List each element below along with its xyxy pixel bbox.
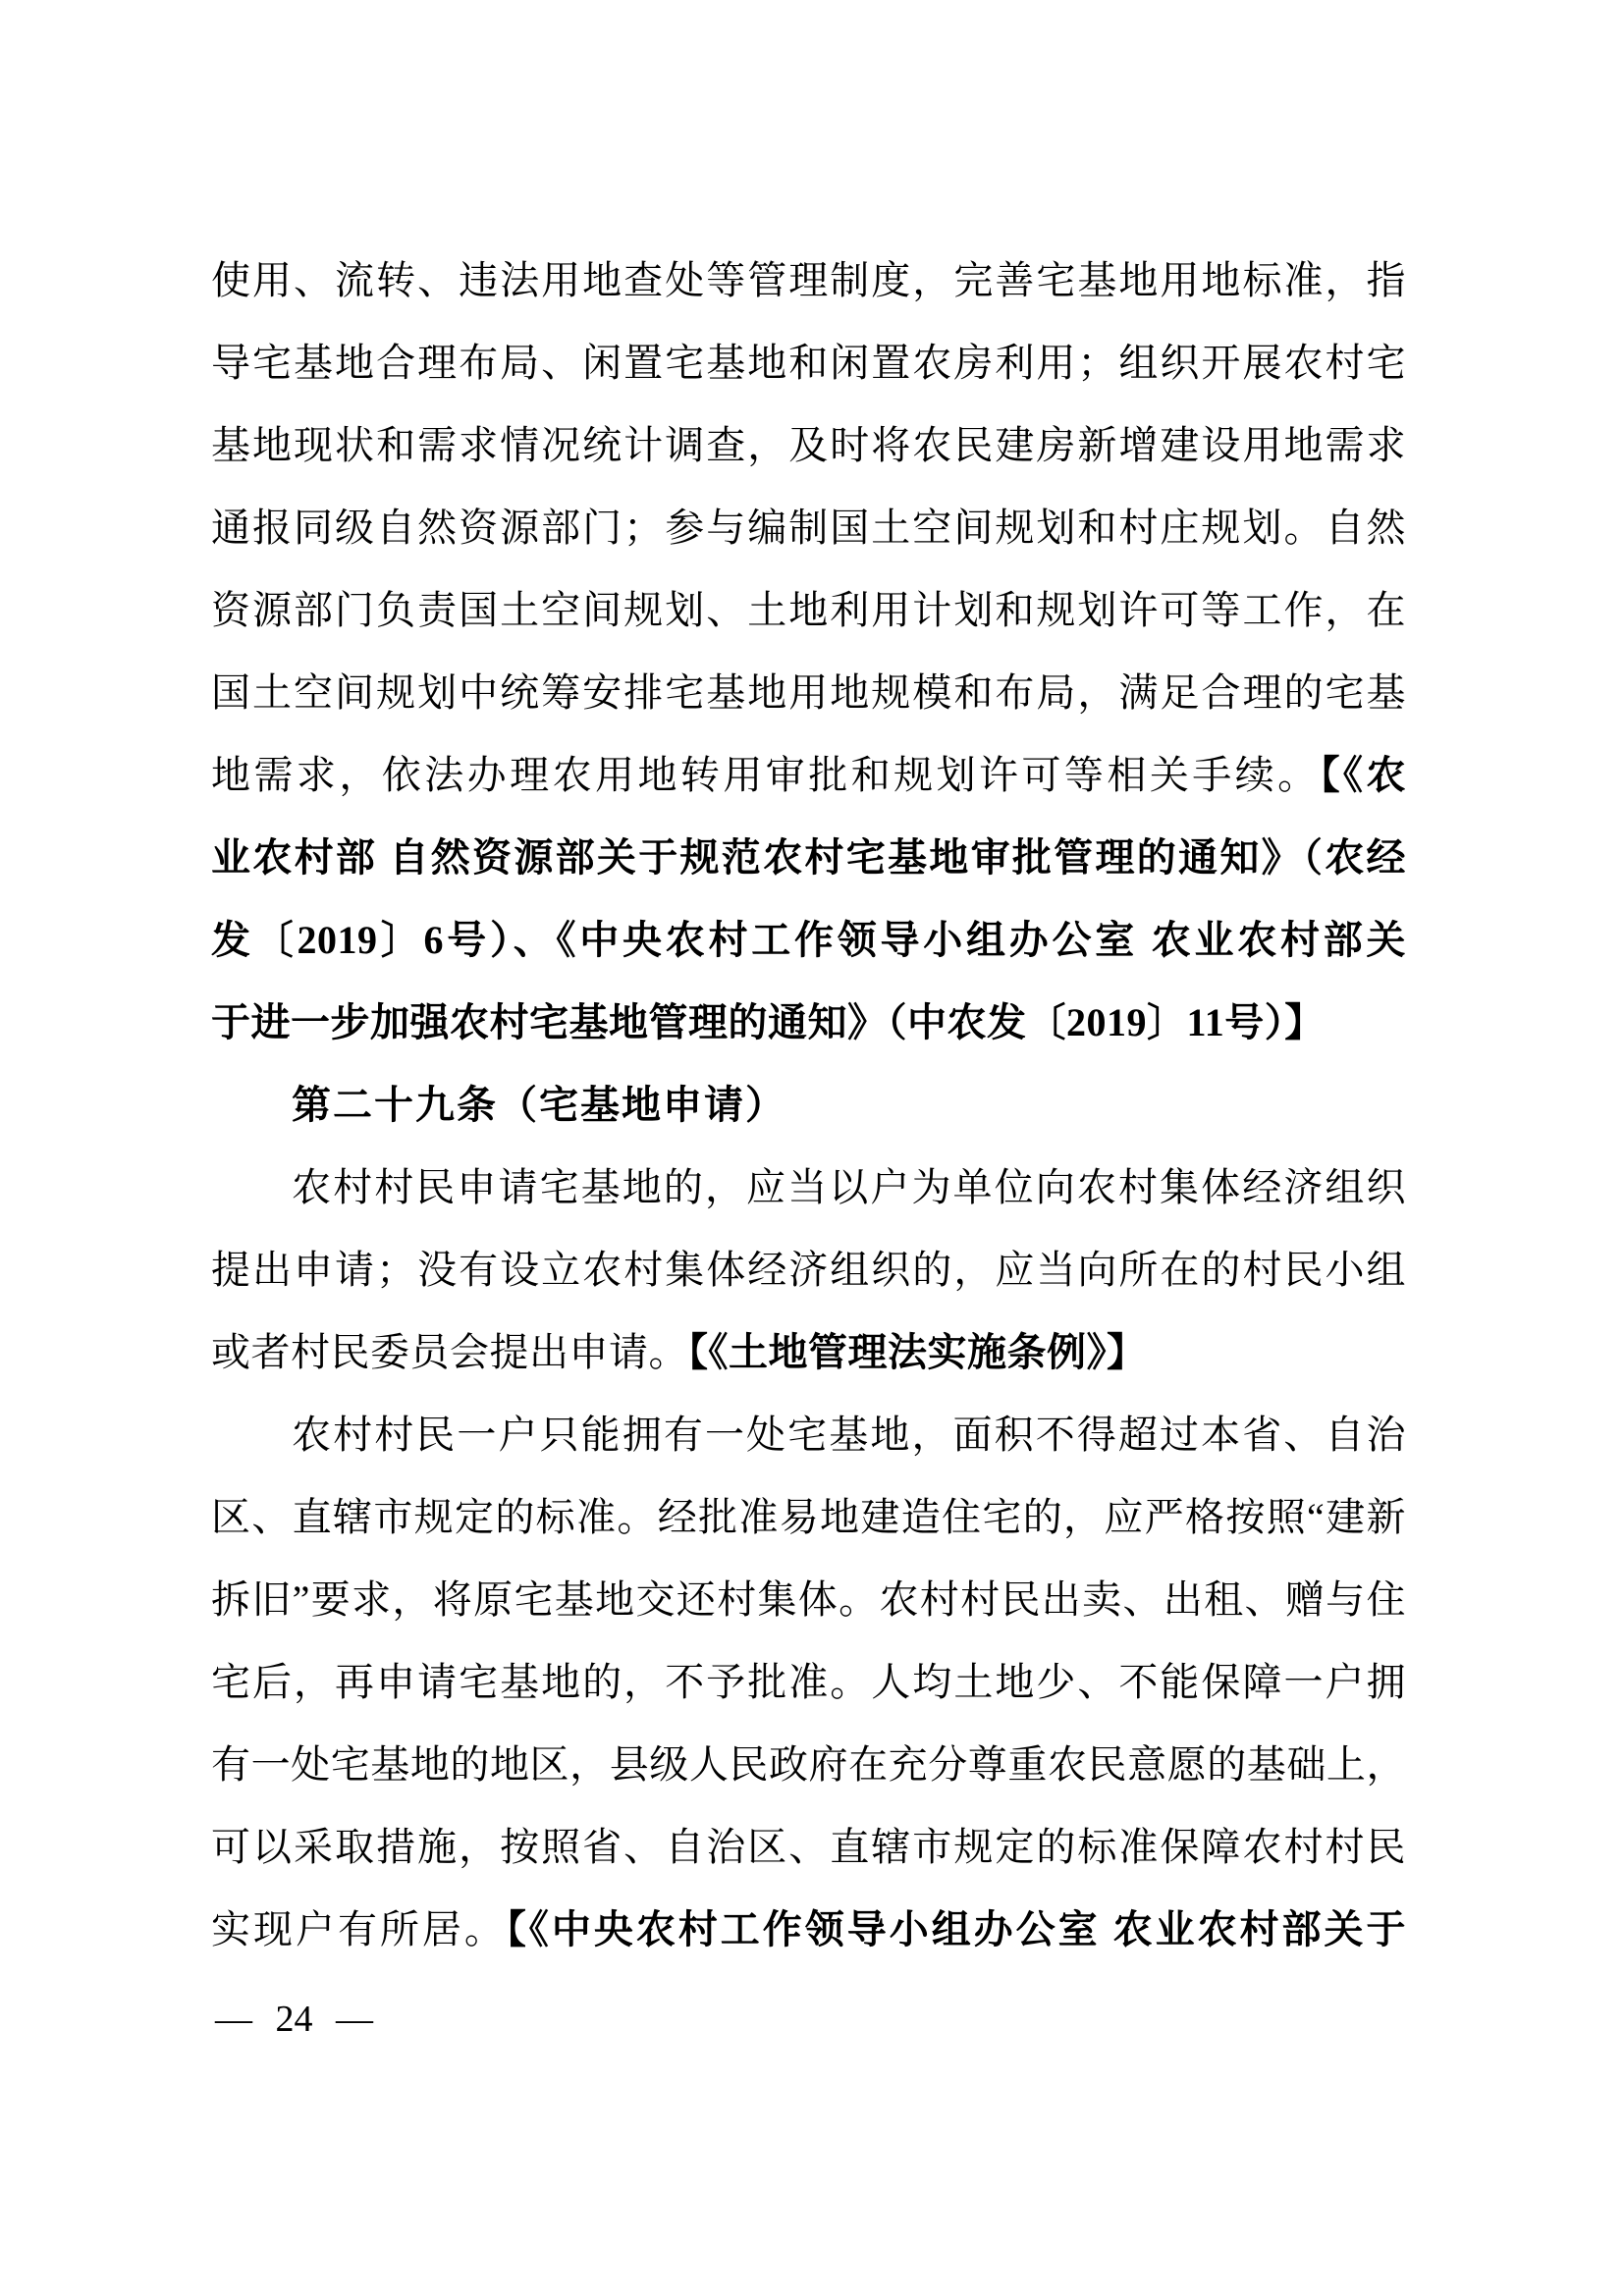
body-text: 拆旧”要求，将原宅基地交还村集体。农村村民出卖、出租、赠与住 bbox=[211, 1577, 1406, 1622]
text-line bbox=[211, 404, 1406, 487]
text-line bbox=[211, 817, 1406, 899]
text-line bbox=[211, 982, 1406, 1064]
text-line bbox=[211, 1724, 1406, 1806]
text-line bbox=[211, 1559, 1406, 1641]
body-text: 提出申请；没有设立农村集体经济组织的，应当向所在的村民小组 bbox=[211, 1248, 1406, 1292]
text-line bbox=[211, 652, 1406, 734]
body-text: 可以采取措施，按照省、自治区、直辖市规定的标准保障农村村民 bbox=[211, 1825, 1406, 1869]
text-line bbox=[211, 899, 1406, 982]
text-line bbox=[211, 1229, 1406, 1311]
citation-text: 于进一步加强农村宅基地管理的通知》（中农发〔2019〕11号）】 bbox=[211, 1000, 1325, 1044]
page-number-footer: — 24 — bbox=[215, 1999, 373, 2040]
body-text: 国土空间规划中统筹安排宅基地用地规模和布局，满足合理的宅基 bbox=[211, 670, 1406, 715]
text-line bbox=[211, 1641, 1406, 1724]
body-text: 有一处宅基地的地区，县级人民政府在充分尊重农民意愿的基础上， bbox=[211, 1742, 1406, 1787]
text-line bbox=[211, 1311, 1406, 1394]
text-line bbox=[211, 1806, 1406, 1889]
text-line bbox=[211, 240, 1406, 322]
body-text: 地需求，依法办理农用地转用审批和规划许可等相关手续。 bbox=[211, 753, 1321, 797]
citation-text: 【《土地管理法实施条例》】 bbox=[688, 1330, 1147, 1374]
body-text: 农村村民申请宅基地的，应当以户为单位向农村集体经济组织 bbox=[292, 1165, 1406, 1209]
heading-text: 第二十九条（宅基地申请） bbox=[292, 1084, 786, 1127]
body-text: 农村村民一户只能拥有一处宅基地，面积不得超过本省、自治 bbox=[292, 1413, 1406, 1457]
text-line bbox=[211, 1476, 1406, 1559]
body-text: 导宅基地合理布局、闲置宅基地和闲置农房利用；组织开展农村宅 bbox=[211, 341, 1406, 385]
body-text: 区、直辖市规定的标准。经批准易地建造住宅的，应严格按照“建新 bbox=[211, 1495, 1406, 1539]
citation-text: 【《农 bbox=[1320, 753, 1407, 797]
text-line bbox=[211, 487, 1406, 569]
body-text: 资源部门负责国土空间规划、土地利用计划和规划许可等工作，在 bbox=[211, 588, 1406, 632]
body-text: 或者村民委员会提出申请。 bbox=[211, 1330, 688, 1374]
text-line bbox=[211, 734, 1406, 817]
text-line bbox=[211, 569, 1406, 652]
text-line bbox=[211, 1394, 1406, 1476]
citation-text: 业农村部 自然资源部关于规范农村宅基地审批管理的通知》（农经 bbox=[211, 835, 1406, 880]
text-line bbox=[211, 1147, 1406, 1229]
citation-text: 发〔2019〕6号）、《中央农村工作领导小组办公室 农业农村部关 bbox=[211, 918, 1406, 962]
body-text: 实现户有所居。 bbox=[211, 1907, 507, 1951]
body-text: 基地现状和需求情况统计调查，及时将农民建房新增建设用地需求 bbox=[211, 423, 1406, 467]
body-text: 通报同级自然资源部门；参与编制国土空间规划和村庄规划。自然 bbox=[211, 506, 1406, 550]
text-block bbox=[211, 240, 1406, 1971]
body-text: 使用、流转、违法用地查处等管理制度，完善宅基地用地标准，指 bbox=[211, 258, 1406, 302]
article-heading-line bbox=[211, 1064, 1406, 1147]
body-text: 宅后，再申请宅基地的，不予批准。人均土地少、不能保障一户拥 bbox=[211, 1660, 1406, 1704]
text-line bbox=[211, 1889, 1406, 1971]
citation-text: 【《中央农村工作领导小组办公室 农业农村部关于 bbox=[506, 1907, 1407, 1951]
text-line bbox=[211, 322, 1406, 404]
